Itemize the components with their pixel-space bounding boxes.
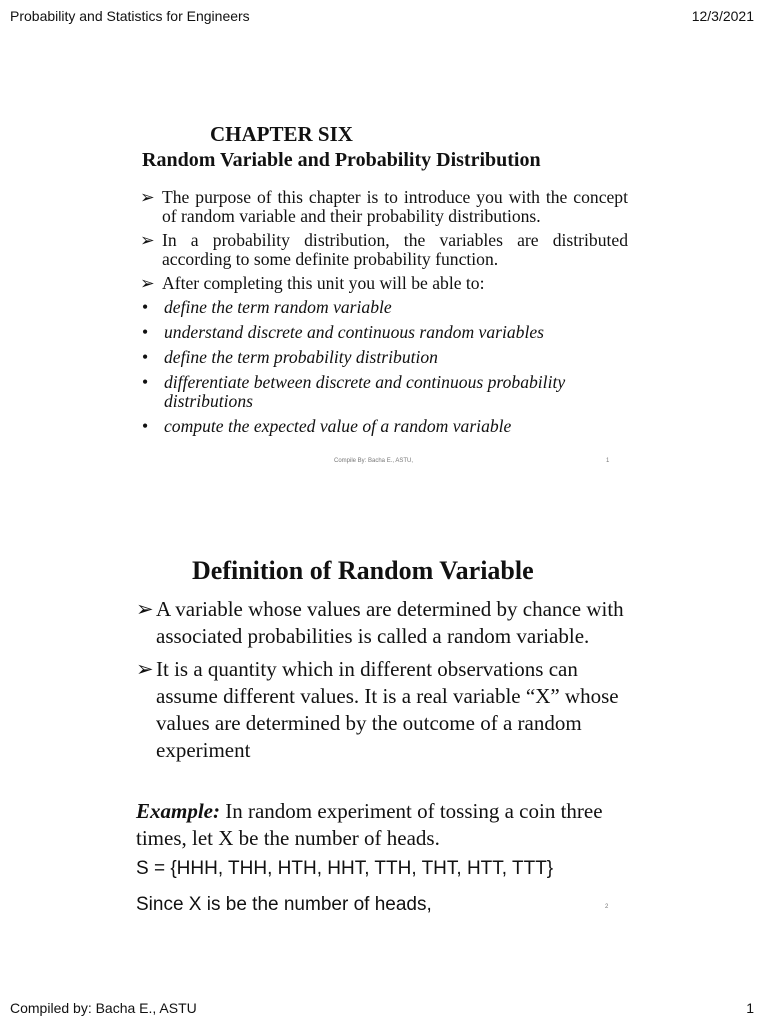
arrow-bullet-icon: ➢	[140, 230, 155, 250]
bullet-icon: •	[142, 322, 149, 342]
list-item-text: understand discrete and continuous random variables	[164, 322, 545, 342]
list-item-text: compute the expected value of a random variable	[164, 416, 512, 436]
list-item	[136, 656, 626, 764]
since-line: Since X is be the number of heads,	[136, 894, 432, 915]
chapter-title: Random Variable and Probability Distribution	[142, 149, 541, 171]
list-item-text: A variable whose values are determined by chance with associated probabilities is called a random variable.	[156, 597, 624, 648]
bullet-icon: •	[142, 297, 149, 317]
definition-list	[136, 596, 626, 770]
page-header	[10, 8, 754, 24]
bullet-icon: •	[142, 416, 149, 436]
list-item	[138, 417, 628, 436]
slide-footer-note: Compile By: Bacha E., ASTU,	[334, 458, 414, 464]
list-item-text: In a probability distribution, the variables are distributed according to some definite probability function.	[162, 230, 628, 269]
list-item-text: After completing this unit you will be able to:	[162, 273, 485, 293]
list-item	[138, 348, 628, 367]
document-date: 12/3/2021	[691, 8, 754, 24]
section-title: Definition of Random Variable	[192, 556, 534, 585]
bullet-icon: •	[142, 347, 149, 367]
bullet-icon: •	[142, 372, 149, 392]
example-paragraph	[136, 798, 626, 852]
list-item	[138, 231, 628, 269]
example-text: In random experiment of tossing a coin three times, let X be the number of heads.	[136, 799, 603, 850]
list-item-text: differentiate between discrete and continuous probability distributions	[164, 372, 566, 411]
example-label: Example:	[136, 799, 220, 823]
list-item-text: The purpose of this chapter is to introduce you with the concept of random variable and their probability distributions.	[162, 187, 628, 226]
list-item	[138, 373, 628, 411]
footer-credit: Compiled by: Bacha E., ASTU	[10, 1000, 197, 1016]
list-item	[138, 298, 628, 317]
arrow-bullet-icon: ➢	[140, 187, 155, 207]
document-title: Probability and Statistics for Engineers	[10, 8, 250, 24]
slide-page-number: 2	[605, 904, 609, 910]
list-item	[138, 323, 628, 342]
list-item-text: define the term random variable	[164, 297, 392, 317]
page-footer	[10, 1000, 754, 1016]
arrow-bullet-icon: ➢	[136, 597, 154, 621]
list-item-text: define the term probability distribution	[164, 347, 438, 367]
slide-page-number: 1	[606, 458, 610, 464]
arrow-bullet-icon: ➢	[136, 657, 154, 681]
list-item	[138, 274, 628, 293]
arrow-bullet-icon: ➢	[140, 273, 155, 293]
chapter-heading: CHAPTER SIX	[210, 122, 353, 146]
footer-page-number: 1	[746, 1000, 754, 1016]
list-item-text: It is a quantity which in different observations can assume different values. It is a real variable “X” whose values are determined by the outcome of a random experiment	[156, 657, 619, 762]
sample-space: S = {HHH, THH, HTH, HHT, TTH, THT, HTT, TTT}	[136, 858, 554, 879]
objectives-list	[138, 188, 628, 442]
list-item	[136, 596, 626, 650]
list-item	[138, 188, 628, 226]
